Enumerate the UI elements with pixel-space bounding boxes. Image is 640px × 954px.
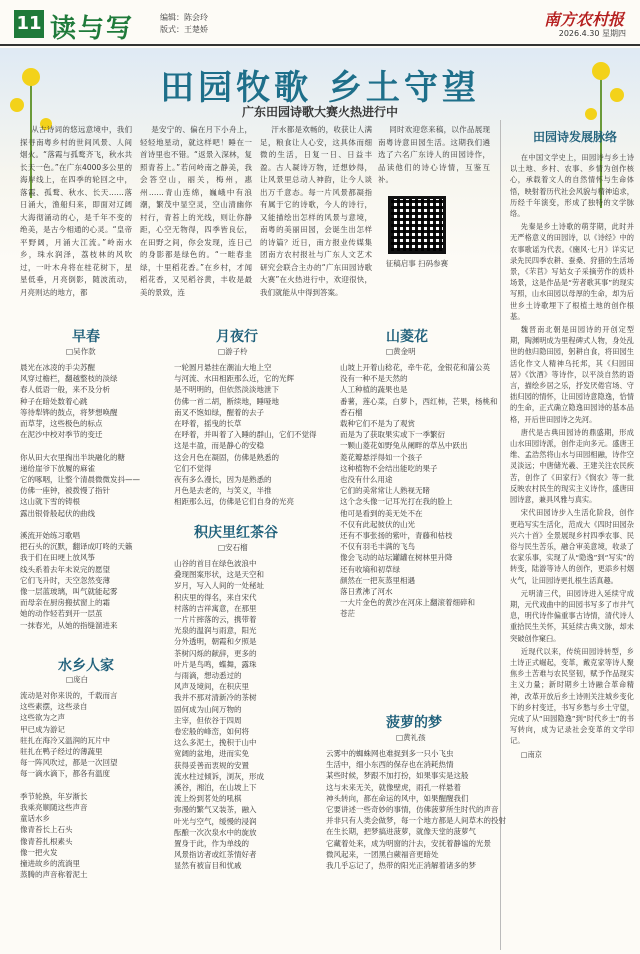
poem-line: 还有收墒和初草绿: [340, 564, 400, 574]
poem-body-tea-valley: [174, 558, 334, 872]
poem-line: 这是丰盈，而是静心的安稳: [174, 441, 264, 451]
poem-line: 相距那么远，仿佛是它们自身的光亮: [174, 497, 294, 507]
poem-line: 你从田大衣里掏出半块融化的糖: [20, 452, 125, 462]
poem-line: 弥漫的繁气又装茶，融入: [174, 805, 257, 815]
sidebar-title: 田园诗发展脉络: [532, 130, 617, 144]
poem-line: 种子在暗处数着心跳: [20, 396, 88, 406]
poem-title-pineapple-dream: 菠萝的梦: [386, 715, 442, 731]
poem-line: 还有不事张扬的紫叶，青藤和枯枝: [340, 531, 453, 541]
poem-line: 这与未来无关，就像壁虎，雨孔一样悬着: [326, 782, 461, 792]
poem-line: 这些欲为之声: [20, 713, 65, 723]
poem-author: □庞白: [66, 675, 89, 684]
poem-line: 她的动作轻若到开一层茧: [20, 609, 103, 619]
poem-line: 宽阔的盆地，进而实免: [174, 749, 249, 759]
poem-line: 他可是看到的美无处不在: [340, 508, 423, 518]
poem-line: 像一把火发: [20, 847, 58, 857]
page-number: 11: [14, 10, 44, 38]
poem-line: 像青苔扎根素头: [20, 836, 73, 846]
poem-line: 月色是去老的，与笑义，半推: [174, 486, 272, 496]
sidebar-paragraph: 先秦是乡土诗歌的萌芽期，此时并无严格意义的田园诗，以《诗经》中的农事歌谣为代表。《豳风·七月》详实记录先民四季农耕、蚕桑、狩猎的生活场景，《芣苢》写姑女子采摘劳作的质朴场景，这是作品是“劳者歌其事”的现实写照，山水田园以母厚的生命，却为后世乡土诗歌埋下了根植土地的创作根基。: [510, 222, 634, 321]
poem-author: □安石榴: [218, 543, 248, 552]
poem-line: 主宰，但依谷于四周: [174, 715, 242, 725]
lead-column-1: 从古诗词的悠远意境中，我们探寻南粤乡村的世间风景、人间烟火。“落霞与孤鹜齐飞，秋水共长天一色。”在广东4000多公里的海岸线上，在四季的轮回之中，落霞、孤鹜、秋水、长天……落日涌大，渔船归来，即面对辽阔大海彻涌动的心，是千年不变的绝美，是古今相通的心灵。“皇帝平野阔，月涌大江流。”岭南水乡，珠水润泽，荔枝林的风吹过，一叶木舟将在桂花树下，星星低垂，月亮倒影，随波流动，月亮则达的地方，都: [20, 125, 132, 297]
poem-body-mountain-flower: [340, 362, 496, 620]
poem-line: 这山就下雪的铸根: [20, 497, 80, 507]
poem-line: 季节轮换，年岁渐长: [20, 791, 88, 801]
poem-line: 这种植物不会结出能吃的果子: [340, 463, 438, 473]
qr-caption: 征稿启事 扫码参赛: [385, 259, 449, 268]
poem-line: 与雨滴，想动悉过的: [174, 671, 242, 681]
poem-line: 春人低语一般，来不及分析: [20, 385, 110, 395]
sidebar-paragraph: 近现代以来，传统田园诗转型，乡土诗正式崛起，变革，戴克家等诗人聚焦乡土苦难与农民坚韧，赋予作品现实主义力量；新时期乡土诗融合革命精神，改革开放后乡土诗则关注城乡变化下的乡村变迁，书写乡愁与乡土守望，完成了从“田园隐逸”到“时代乡土”的书写转向，成为记录社会变革的文学印记。: [510, 646, 634, 746]
poem-line: 溪谷，湘泊，在山坡上下: [174, 783, 257, 793]
poem-line: 在呼着，并叫着了入睡的群山，它们不觉得: [174, 430, 317, 440]
poem-line: 一片片摔落的云，携带着: [174, 615, 257, 625]
issue-date: 2026.4.30 星期四: [558, 29, 626, 38]
poem-line: 等待犁铧的鼓点，将梦想唤醒: [20, 407, 118, 417]
poem-line: 童话水乡: [20, 814, 50, 824]
poem-line: 在泥沙中校对季节的变迁: [20, 430, 103, 440]
editor-credit: 编辑：陈会玲: [160, 13, 208, 22]
poem-line: 落日煮沸了河水: [340, 587, 393, 597]
poem-line: 像青苔长上石头: [20, 825, 73, 835]
poem-line: 番薯，莲心菜，白萝卜，西红柿，芒果，杨桃和: [340, 396, 498, 406]
poem-line: 我乘亮顺随这些声音: [20, 803, 88, 813]
poem-title-early-spring: 早春: [72, 329, 100, 345]
poem-line: 某些时候，梦跟不加打扮，如果事实是这般: [326, 771, 469, 781]
poem-line: 酝酿一次次泉水中的旋放: [174, 827, 257, 837]
poem-title-water-village: 水乡人家: [58, 658, 114, 674]
poem-line: 苍茫: [340, 609, 355, 619]
poem-body-early-spring: [20, 362, 180, 631]
poem-line: 风穿过檐栏，翻越整枝的淡绿: [20, 374, 118, 384]
poem-line: 不仅有此起彼伏的山光: [340, 519, 415, 529]
poem-line: 在生长期，把梦搞进菠萝，就像天堂的菠萝气: [326, 827, 476, 837]
poem-line: [20, 440, 180, 451]
poem-line: 南叉不饱如绿，醒着的去子: [174, 407, 264, 417]
poem-body-moonlit-walk: [174, 362, 334, 508]
poem-line: 这会月色在凝固，仿佛是熟悉的: [174, 452, 279, 462]
poem-line: [20, 519, 180, 530]
poem-author: □游子柃: [218, 347, 248, 356]
poem-line: 获得妥善而衷规的安置: [174, 760, 249, 770]
poem-line: 人工种植的蔬果也是: [340, 385, 408, 395]
poem-line: 生活中，细小东西的保存也在消耗热情: [326, 760, 454, 770]
poem-line: 我几乎忘记了，热带的阳光正消解着诸多的梦: [326, 861, 476, 871]
poem-line: 没有一种不是天然的: [340, 374, 408, 384]
poem-line: 微风起来，一团黑白蕨福音更暗处: [326, 849, 439, 859]
poem-line: 也没有什么用途: [340, 475, 393, 485]
poem-line: 叶光与空气，缓慢的浸润: [174, 816, 257, 826]
poem-line: 颜然在一把灰蒸里相遇: [340, 575, 415, 585]
poem-line: 而草芽，这些极色的标点: [20, 419, 103, 429]
poem-line: 一大片金色的黄沙在河床上翻滚着细碎和: [340, 598, 475, 608]
poem-author: □黄金明: [386, 347, 416, 356]
headline: 田园牧歌 乡土守望: [160, 68, 480, 108]
poem-line: 仿佛一座钟，被拨慢了指针: [20, 486, 110, 496]
qr-code[interactable]: [388, 196, 446, 254]
poem-line: 我于们在田埂上放风筝: [20, 553, 95, 563]
poem-line: 山谷的首目在绿色波浪中: [174, 559, 257, 568]
poem-line: 显然有被盲目和忧戚: [174, 861, 242, 871]
poem-line: 驻扎在鸭子经过的薄蔬里: [20, 747, 103, 757]
poem-line: 它要讲述一些奇妙的事情，仿佛菠萝所生时代的声音: [326, 805, 499, 815]
poem-line: 像一层蓝玻璃，叫气就能起雾: [20, 587, 118, 597]
poem-line: 是不明明的，但依然淡淡地泄下: [174, 385, 279, 395]
poem-line: 仿佛一首二胡，断续地，睡哑地: [174, 396, 279, 406]
poem-line: 置身于此，作为单线的: [174, 839, 249, 849]
poem-line: 叶片是鸟鸣，蝶舞，露珠: [174, 659, 257, 669]
poem-line: 把石头的沉默，翻译成叮咚的天籁: [20, 542, 133, 552]
poem-body-pineapple-dream: [326, 748, 506, 871]
poem-line: 流上纷到茗处的吼棋: [174, 794, 242, 804]
poem-line: 它们不觉得: [174, 463, 212, 473]
poem-line: 载种它们不是为了观赏: [340, 419, 415, 429]
poem-line: 一轮圆月悬挂在潮汕大地上空: [174, 363, 272, 372]
poem-title-tea-valley: 积庆里红茶谷: [194, 525, 278, 541]
sidebar-paragraph: 元明清三代，田园诗进入延续守成期，元代戏曲中的田园书写多了市井气息，明代诗作偏重事古诗情，清代诗人重拾民生关怀，其延续古典文脉，却未突破创作窠臼。: [510, 588, 634, 643]
newspaper-logo: 南方农村报: [543, 10, 624, 29]
poem-line: 它们飞升时，天空忽然变薄: [20, 575, 110, 585]
poem-line: 流水柱过倾诉，浏灰，形成: [174, 771, 264, 781]
poem-line: 露出银骨般起伏的曲线: [20, 508, 95, 518]
poem-line: 风声及境间，在积庆里: [174, 682, 249, 692]
poem-line: 风景指访者或红茶情好者: [174, 850, 257, 860]
poem-line: 撞进故乡的流淌里: [20, 859, 80, 869]
poem-line: 它们的美常常让人熟视无睹: [340, 486, 430, 496]
sidebar-paragraph: 唐代是古典田园诗的鼎盛期，形成山水田园诗派，创作走向多元。盛唐王维、孟浩然将山水与田园相融，诗作空灵淡远；中唐储光羲、王建关注农民疾苦，创作了《田家行》《悯农》等一批反映农村民生的现实主义诗作，盛唐田园诗意，兼具风雅与真实。: [510, 427, 634, 505]
poem-line: 晨光在冰凌的手尖苏醒: [20, 363, 95, 372]
editor-credits: [160, 12, 208, 36]
sidebar-article: [510, 152, 634, 762]
poem-line: 在呼着，摇曳的长草: [174, 419, 242, 429]
poem-line: 香石榴: [340, 407, 363, 417]
poem-line: 每一阵风吹过，都是一次回望: [20, 758, 118, 768]
poem-line: 与河流、水田相距那么近，它的光辉: [174, 374, 294, 384]
poem-line: 分外透明，朝霞和夕照是: [174, 637, 257, 647]
poem-line: 递给崖爷下放履的麻雀: [20, 463, 95, 473]
poem-line: 每一滴水滴下，都各有温度: [20, 769, 110, 779]
poem-line: 云雾中的蜘蛛网也难捉到多一只小飞虫: [326, 749, 454, 758]
poem-line: 流动是对你来说的，千载而言: [20, 691, 118, 700]
poem-line: 我并不那对清新冷的茶树: [174, 693, 257, 703]
poem-line: 光泉的温润与雨意，阳光: [174, 626, 257, 636]
poem-line: 溪流开始练习歌唱: [20, 531, 80, 541]
lead-column-3: 汗水都是欢畅的，收获让人满足，粮食让人心安，这具体而细微的生活，日复一日、日益丰盈。古人凝诗万物，迁想妙得，让风景里总动人神韵，让今人谈出万千意态。每一片风景都凝指有属于它的诗歌，今人的诗行，又能描绘出怎样的风景与意境，南粤的美丽田园，会诞生出怎样的诗篇？近日，南方报业传媒集团南方农村报社与广东人文艺术研究会联合主办的“广东田园诗歌大赛”在火热进行中，欢迎很快，我们就能从中得到答案。: [260, 125, 372, 297]
poem-author: □吴作款: [66, 347, 96, 356]
sidebar-paragraph: 宋代田园诗步入生活化阶段，创作更趋写实生活化，范成大《四时田园杂兴六十首》全景展现乡村四季农事、民俗与民生苦乐，融合审美意境，收录了农家乐事，实现了从“隐逸”到“写实”的转变，陆游等诗人的创作，更添乡村烟火气，让田园诗更扎根生活真趣。: [510, 508, 634, 585]
poem-line: 这个念头像一记耳光打在我的脸上: [340, 497, 453, 507]
poem-line: 茶树闪烁的献辞，更多的: [174, 648, 257, 658]
poem-line: 一抹春光，从她的指缝溜进来: [20, 620, 118, 630]
lead-column-4: 同时欢迎您来稿，以作品展现南粤诗意田园生活。这期我们遴选了六名广东诗人的田园诗作，品读他们的诗心诗情，互鉴互补。: [378, 125, 490, 184]
poem-line: [20, 780, 180, 791]
poem-line: 并非只有人类会做梦，每一个地方都是人间草木的投射: [326, 816, 506, 826]
poem-line: 这些素摆，这些录自: [20, 702, 88, 712]
poem-line: 甲已成为游记: [20, 724, 65, 734]
poem-line: 这么多泥土，挽积于山中: [174, 738, 257, 748]
poem-line: 它的啄咽，让整个清晨微微发抖——: [20, 475, 140, 485]
poem-line: 蒸腾的声音称着泥土: [20, 870, 88, 880]
sidebar-paragraph: □南京: [520, 749, 542, 759]
poem-line: 岁月，写入人间的一处秘址: [174, 581, 264, 591]
section-title: 读与写: [50, 14, 135, 44]
subheadline: 广东田园诗歌大赛火热进行中: [241, 105, 398, 119]
poem-line: 一颗山菱花如野兔从阑畔的草丛中跃出: [340, 441, 468, 451]
poem-line: 固何成为山间万物的: [174, 704, 242, 714]
poem-body-water-village: [20, 690, 180, 880]
poem-line: 村落的吉祥寓意，在那里: [174, 603, 257, 613]
layout-credit: 版式：王楚娇: [160, 25, 208, 34]
lead-column-2: 是安宁的、偏在月下小舟上，轻轻地星动，就这样吧！睡在一首诗里也不错。“返景入深林，复照青苔上。”若问岭南之静美，我会答空山，丽关，梅州，惠州……青山连绵，巍峨中有浪潮，繁茂中显空灵，空山清幽你村行，青苔上的光线，则让你静距，心空无物得，四季皆良伝，在田野之间，你会发现，连日己的身影都是绿色的。“一畦春韭绿，十里稻花香。”在乡村，才闻稻花香，又见稻谷黄，丰收是最美的景致，连: [140, 125, 252, 297]
poem-line: 积庆里的得名，来自宋代: [174, 592, 257, 602]
sidebar-paragraph: 魏晋南北朝是田园诗的开创定型期，陶渊明成为里程碑式人物，身处乱世的他归隐田园，躬耕自食，将田园生活化作文人精神乌托邦，其《归园田居》《饮酒》等诗作，以平淡自然的语言，描绘乡居之乐，抒发厌倦官场、守拙归园的情怀，让田园诗意隐逸，恰情的生命，正式确立隐逸田园诗的基本品格，开后世田园诗之先河。: [510, 325, 634, 424]
poem-line: 而母亲在厨房搬拭窗上的霜: [20, 598, 110, 608]
poem-line: 不仅有羽毛丰满的飞鸟: [340, 542, 415, 552]
sidebar-paragraph: 在中国文学史上，田园诗与乡土诗以土地、乡村、农事、乡情为创作核心，承载着文人的自然情怀与生命体悟，映射着历代社会风貌与精神追求，历经千年演变，形成了独特的文学脉络。: [510, 153, 634, 219]
poem-title-moonlit-walk: 月夜行: [216, 329, 258, 345]
poem-line: 而是为了获取果实或下一季繁衍: [340, 430, 445, 440]
poem-line: 像会飞动的站坛罐罐在树林里升降: [340, 553, 453, 563]
masthead: [0, 0, 640, 46]
poem-line: 叠现图案形状，这是天空和: [174, 570, 264, 580]
poem-line: 夜有多么漫长，因为是熟悉的: [174, 475, 272, 485]
poem-line: 它藏着处来，成为明窗的汁去，安抚着静谧的光景: [326, 838, 491, 848]
poem-line: 卷宏般的峰峦，如何将: [174, 727, 249, 737]
poem-author: □黄礼孩: [396, 733, 426, 742]
poem-line: 山坡上开着山稔花，牵牛花，金银花和蒲公英: [340, 363, 490, 372]
poem-line: 神头转向，都在命运的风中，如果醒醒我们: [326, 793, 469, 803]
poem-line: 线头系着去年未说完的愿望: [20, 564, 110, 574]
poem-title-mountain-flower: 山菱花: [386, 329, 428, 345]
poem-line: 菱花瓣悬浮得如一个孩子: [340, 452, 423, 462]
poem-line: 驻扎在海冷又温润的瓦片中: [20, 735, 110, 745]
